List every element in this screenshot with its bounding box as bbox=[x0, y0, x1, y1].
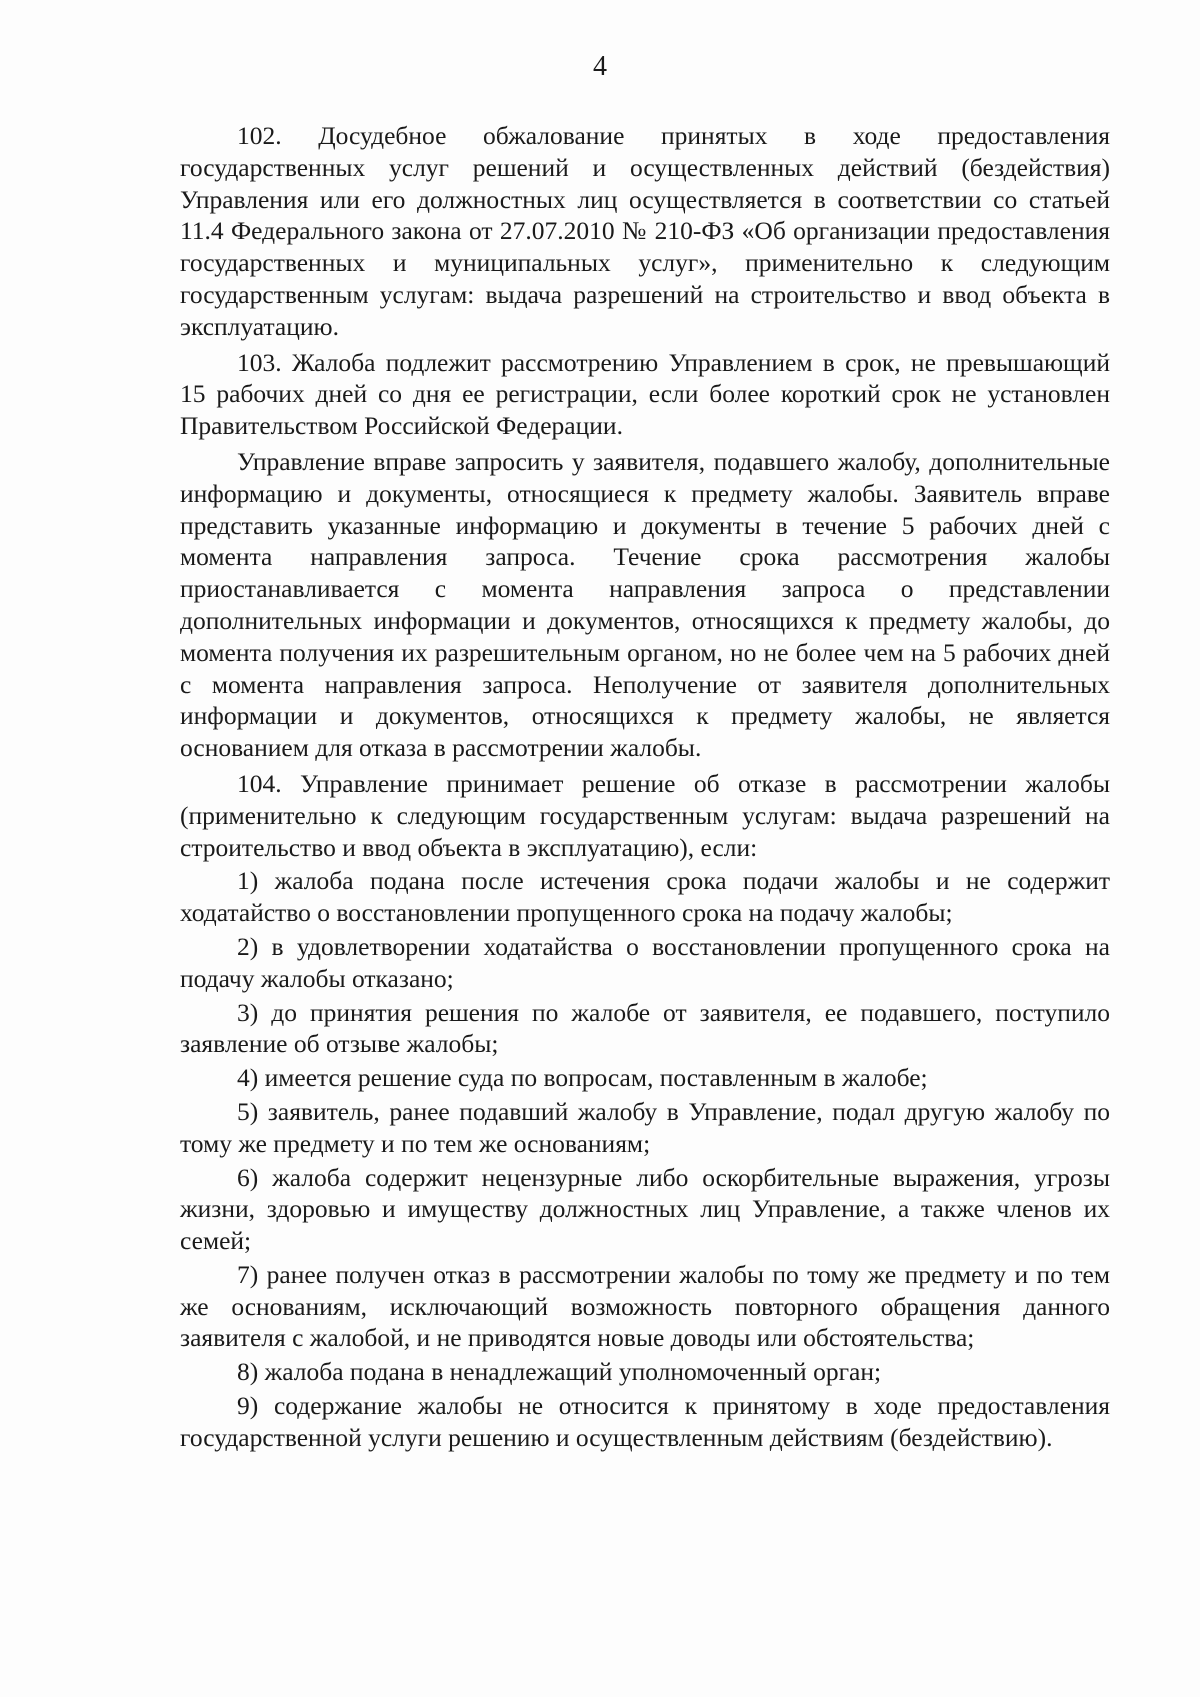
paragraph-102: 102. Досудебное обжалование принятых в ходе предоставления государственных услуг решений и осуществленных действий (бездействия) Управления или его должностных лиц осуществляется в соответствии со статьей 11.4 Федерального закона от 27.07.2010 № 210-ФЗ «Об организации предоставления государственных и муниципальных услуг», применительно к следующим государственным услугам: выдача разрешений на строительство и ввод объекта в эксплуатацию. bbox=[180, 121, 1110, 341]
paragraph-103: 103. Жалоба подлежит рассмотрению Управлением в срок, не превышающий 15 рабочих дней со дня ее регистрации, если более короткий срок не установлен Правительством Российской Федерации. bbox=[180, 347, 1110, 441]
list-item-4: 4) имеется решение суда по вопросам, поставленным в жалобе; bbox=[237, 1063, 928, 1093]
list-item-7: 7) ранее получен отказ в рассмотрении жалобы по тому же предмету и по тем же основаниям, исключающий возможность повторного обращения данного заявителя с жалобой, и не приводятся новые доводы или обстоятельства; bbox=[180, 1259, 1110, 1353]
list-item-3: 3) до принятия решения по жалобе от заявителя, ее подавшего, поступило заявление об отзыве жалобы; bbox=[180, 997, 1110, 1059]
paragraph-103-continued: Управление вправе запросить у заявителя, подавшего жалобу, дополнительные информацию и документы, относящиеся к предмету жалобы. Заявитель вправе представить указанные информацию и документы в течение 5 рабочих дней с момента направления запроса. Течение срока рассмотрения жалобы приостанавливается с момента направления запроса о представлении дополнительных информации и документов, относящихся к предмету жалобы, до момента получения их разрешительным органом, но не более чем на 5 рабочих дней с момента направления запроса. Неполучение от заявителя дополнительных информации и документов, относящихся к предмету жалобы, не является основанием для отказа в рассмотрении жалобы. bbox=[180, 446, 1110, 763]
document-body bbox=[180, 120, 1110, 1454]
list-item-9: 9) содержание жалобы не относится к принятому в ходе предоставления государственной услуги решению и осуществленным действиям (бездействию). bbox=[180, 1391, 1110, 1452]
list-item-6: 6) жалоба содержит нецензурные либо оскорбительные выражения, угрозы жизни, здоровью и имуществу должностных лиц Управление, а также членов их семей; bbox=[180, 1162, 1110, 1256]
page-number: 4 bbox=[593, 51, 607, 82]
list-item-1: 1) жалоба подана после истечения срока подачи жалобы и не содержит ходатайство о восстановлении пропущенного срока на подачу жалобы; bbox=[180, 866, 1110, 928]
paragraph-104: 104. Управление принимает решение об отказе в рассмотрении жалобы (применительно к следующим государственным услугам: выдача разрешений на строительство и ввод объекта в эксплуатацию), если: bbox=[180, 768, 1110, 862]
list-item-2: 2) в удовлетворении ходатайства о восстановлении пропущенного срока на подачу жалобы отказано; bbox=[180, 931, 1110, 993]
list-item-8: 8) жалоба подана в ненадлежащий уполномоченный орган; bbox=[237, 1357, 882, 1387]
list-item-5: 5) заявитель, ранее подавший жалобу в Управление, подал другую жалобу по тому же предмету и по тем же основаниям; bbox=[180, 1096, 1110, 1158]
